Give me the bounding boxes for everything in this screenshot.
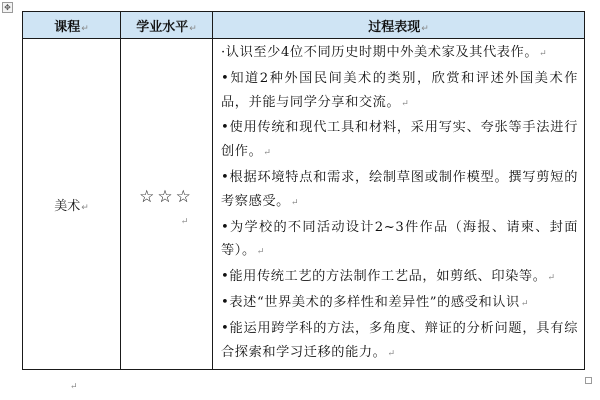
table-move-handle-icon[interactable]: ✥ — [2, 2, 13, 13]
performance-cell — [213, 39, 585, 370]
list-item: •知道2种外国民间美术的类别，欣赏和评述外国美术作品，并能与同学分享和交流。↵ — [221, 70, 578, 110]
paragraph-mark-icon: ↵ — [263, 148, 272, 159]
paragraph-mark-icon: ↵ — [421, 23, 429, 34]
header-level — [121, 12, 213, 39]
list-item: •能运用跨学科的方法，多角度、辩证的分析问题，具有综合探索和学习迁移的能力。↵ — [221, 320, 578, 360]
header-course-label: 课程 — [54, 19, 81, 35]
header-performance-label: 过程表现 — [368, 19, 421, 35]
list-item: •能用传统工艺的方法制作工艺品，如剪纸、印染等。↵ — [221, 269, 556, 285]
paragraph-mark-icon: ↵ — [81, 23, 89, 34]
header-performance — [213, 12, 585, 39]
star-rating: ☆☆☆ — [139, 187, 194, 208]
list-item: •使用传统和现代工具和材料，采用写实、夸张等手法进行创作。↵ — [221, 120, 578, 160]
end-of-cell-marker-icon — [585, 377, 592, 384]
performance-list — [221, 41, 578, 366]
course-name: 美术 — [54, 198, 81, 214]
paragraph-mark-icon: ↵ — [180, 217, 189, 228]
paragraph-mark-icon: ↵ — [387, 348, 396, 359]
paragraph-mark-icon: ↵ — [401, 98, 410, 109]
paragraph-mark-icon: ↵ — [290, 197, 300, 208]
list-item: •为学校的不同活动设计2~3件作品（海报、请柬、封面等）。↵ — [221, 219, 578, 259]
table-row — [23, 39, 585, 370]
list-item: •表述“世界美术的多样性和差异性”的感受和认识↵ — [221, 294, 529, 310]
paragraph-mark-icon: ↵ — [547, 273, 556, 284]
level-cell — [121, 39, 213, 370]
paragraph-mark-icon: ↵ — [520, 298, 529, 309]
header-level-label: 学业水平 — [136, 19, 189, 35]
paragraph-mark-icon: ↵ — [539, 49, 548, 59]
list-item: ·认识至少4位不同历史时期中外美术家及其代表作。↵ — [221, 45, 548, 60]
table-header-row — [23, 12, 585, 39]
header-course — [23, 12, 121, 39]
paragraph-mark-icon: ↵ — [256, 247, 265, 258]
curriculum-table — [22, 11, 585, 370]
course-cell — [23, 39, 121, 370]
paragraph-mark-icon: ↵ — [189, 23, 197, 34]
paragraph-mark-icon: ↵ — [81, 202, 89, 213]
list-item: •根据环境特点和需求，绘制草图或制作模型。撰写剪短的考察感受。↵ — [221, 169, 578, 209]
paragraph-mark-icon: ↵ — [70, 382, 78, 392]
